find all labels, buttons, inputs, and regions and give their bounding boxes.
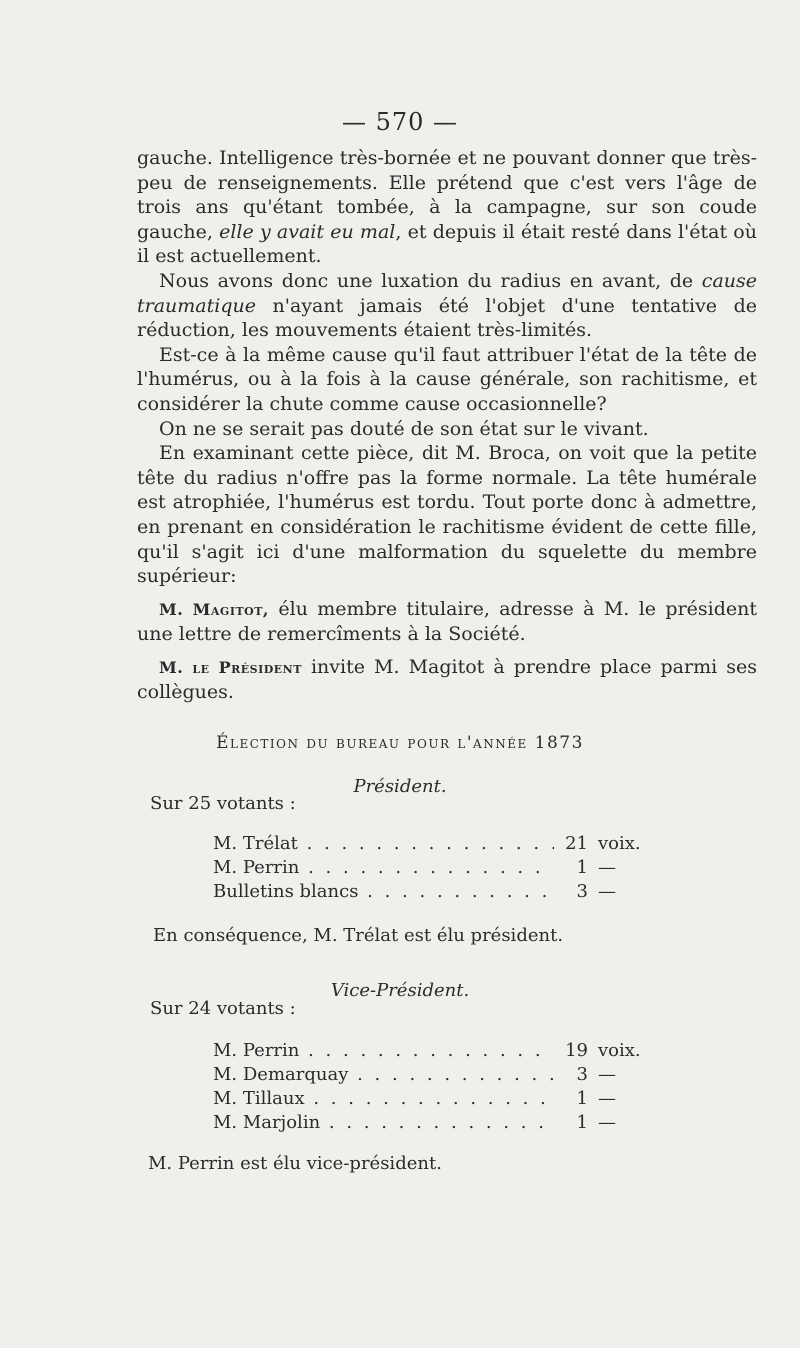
vote-unit: — (598, 1088, 616, 1109)
speaker-name: M. le Président (159, 657, 302, 677)
paragraph: Est-ce à la même cause qu'il faut attribuer l'état de la tête de l'humérus, ou à la fois à la cause générale, son rachitisme, et considérer la chute comme cause occasionnelle? (137, 343, 757, 415)
vote-count: 1 (576, 1088, 588, 1109)
vote-count: 3 (576, 881, 588, 902)
text: gauche. Intelligence très-bornée et ne pouvant donner que très-peu de renseignements. Elle prétend que c'est vers l'âge de trois ans qu'étant tombée, à la campagne, sur son coude gauche, (137, 147, 757, 243)
vote-unit: — (598, 1112, 616, 1133)
vote-unit: — (598, 1064, 616, 1085)
speaker-name: M. Magitot, (159, 599, 269, 619)
text: invite M. Magitot à prendre place parmi ses collègues. (137, 655, 757, 704)
paragraph (137, 269, 757, 343)
text: , et depuis il était resté dans l'état où il est actuellement. (137, 220, 757, 268)
italic-text: elle y avait eu mal (219, 220, 396, 243)
vote-row (213, 832, 658, 856)
candidate-name: Bulletins blancs . . . (213, 880, 554, 904)
vote-count: 21 (565, 833, 588, 854)
vice-president-vote-table (213, 1039, 658, 1135)
vote-row (213, 1111, 658, 1135)
president-votants: Sur 25 votants : (150, 793, 296, 814)
vote-unit: voix. (598, 1040, 641, 1061)
text: Nous avons donc une luxation du radius en avant, de (159, 269, 702, 292)
body-text (137, 146, 757, 705)
paragraph: On ne se serait pas douté de son état sur le vivant. (159, 417, 649, 440)
text: élu membre titulaire, adresse à M. le président une lettre de remercîments à la Société. (137, 597, 757, 646)
vote-unit: — (598, 857, 616, 878)
election-heading: Élection du bureau pour l'année 1873 (216, 733, 584, 753)
vote-count: 3 (576, 1064, 588, 1085)
candidate-name: M. Trélat . . . (213, 832, 554, 856)
president-vote-table (213, 832, 658, 904)
candidate-name: M. Demarquay . . . (213, 1063, 554, 1087)
candidate-name: M. Marjolin . . . (213, 1111, 554, 1135)
vote-row (213, 856, 658, 880)
page-number: — 570 — (341, 108, 459, 136)
vote-row (213, 880, 658, 904)
president-title: Président. (353, 776, 447, 797)
vice-president-title: Vice-Président. (330, 980, 470, 1001)
paragraph (137, 655, 757, 705)
candidate-name: M. Tillaux . . . (213, 1087, 554, 1111)
italic-text: cause traumatique (137, 269, 757, 317)
vote-count: 1 (576, 857, 588, 878)
paragraph: En examinant cette pièce, dit M. Broca, on voit que la petite tête du radius n'offre pas la forme normale. La tête humérale est atrophiée, l'humérus est tordu. Tout porte donc à admettre, en prenant en considération le rachitisme évident de cette fille, qu'il s'agit ici d'une malformation du squelette du membre supérieur: (137, 442, 757, 588)
vote-row (213, 1087, 658, 1111)
vote-row (213, 1039, 658, 1063)
paragraph (137, 146, 757, 269)
vice-president-result: M. Perrin est élu vice-président. (148, 1153, 442, 1174)
vice-president-votants: Sur 24 votants : (150, 998, 296, 1019)
vote-count: 1 (576, 1112, 588, 1133)
vote-count: 19 (565, 1040, 588, 1061)
vote-unit: — (598, 881, 616, 902)
paragraph (137, 597, 757, 647)
vote-unit: voix. (598, 833, 641, 854)
candidate-name: M. Perrin . . . (213, 1039, 554, 1063)
text: n'ayant jamais été l'objet d'une tentative de réduction, les mouvements étaient très-limités. (137, 294, 757, 342)
candidate-name: M. Perrin . . . (213, 856, 554, 880)
vote-row (213, 1063, 658, 1087)
president-result: En conséquence, M. Trélat est élu président. (153, 925, 564, 946)
